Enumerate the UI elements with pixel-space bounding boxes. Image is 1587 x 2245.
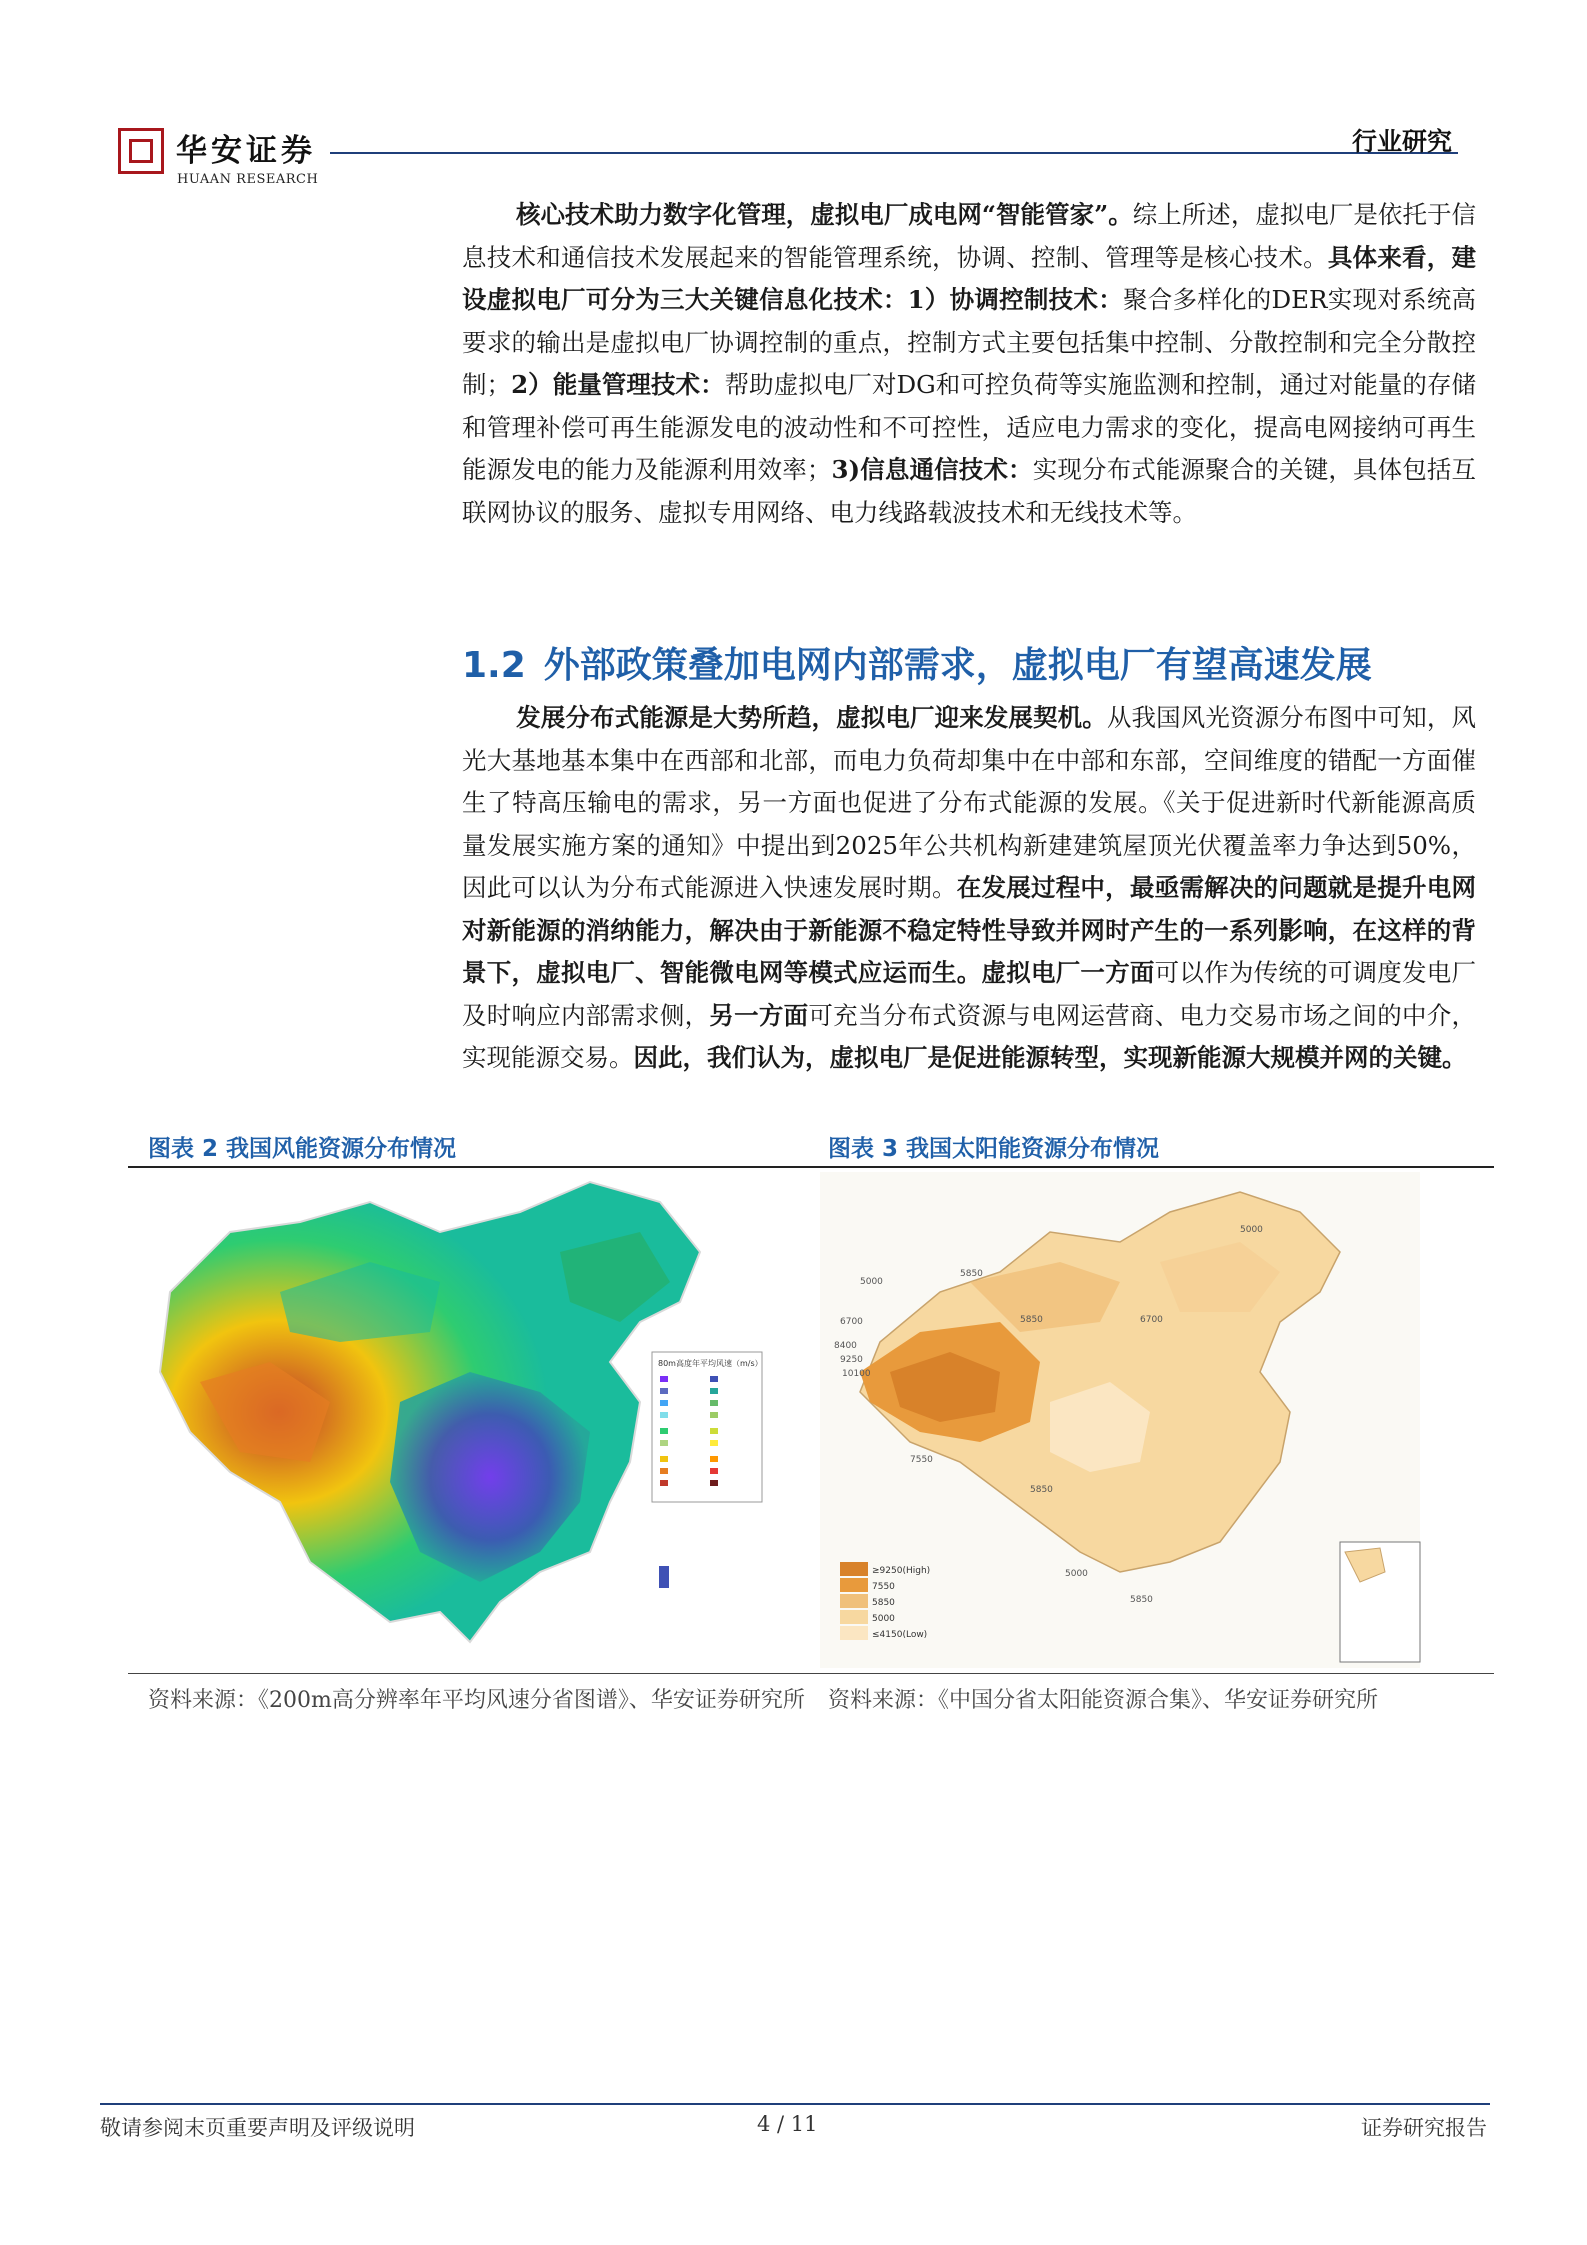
- section-number: 1.2: [462, 645, 526, 686]
- figure3-source: 资料来源：《中国分省太阳能资源合集》、华安证券研究所: [828, 1688, 1379, 1713]
- para1-lead: 核心技术助力数字化管理，虚拟电厂成电网“智能管家”。: [516, 200, 1133, 229]
- para2-text1: 从我国风光资源分布图中可知，风光大基地基本集中在西部和北部，而电力负荷却集中在中部和东部，空间维度的错配一方面催生了特高压输电的需求，另一方面也促进了分布式能源的发展。《关于促进新时代新能源高质量发展实施方案的通知》中提出到2025年公共机构新建建筑屋顶光伏覆盖率力争达到50%，因此可以认为分布式能源进入快速发展时期。: [462, 703, 1477, 902]
- wind-legend-title: 80m高度年平均风速（m/s）: [658, 1359, 763, 1368]
- wind-resource-map: [140, 1172, 800, 1668]
- section-title: 外部政策叠加电网内部需求，虚拟电厂有望高速发展: [543, 645, 1372, 686]
- contour-label: 5000: [1065, 1569, 1088, 1579]
- contour-label: 6700: [840, 1317, 863, 1327]
- contour-label: 5850: [1020, 1315, 1043, 1325]
- section-heading: [462, 637, 1372, 688]
- figure3-caption: 图表 3 我国太阳能资源分布情况: [828, 1136, 1160, 1162]
- figure2-caption: 图表 2 我国风能资源分布情况: [148, 1136, 457, 1162]
- contour-label: 5850: [1130, 1595, 1153, 1605]
- brand-name-en: HUAAN RESEARCH: [177, 172, 319, 187]
- wind-map-image: [140, 1172, 800, 1668]
- footer-divider: [100, 2103, 1490, 2105]
- figure2-source: 资料来源：《200m高分辨率年平均风速分省图谱》、华安证券研究所: [148, 1688, 805, 1713]
- contour-label: 10100: [842, 1369, 871, 1379]
- figure-top-rule: [128, 1166, 1494, 1168]
- contour-label: 6700: [1140, 1315, 1163, 1325]
- solar-legend-item: ≥9250(High): [872, 1566, 931, 1576]
- solar-map-image: [820, 1172, 1480, 1668]
- footer-report-type: 证券研究报告: [1361, 2116, 1487, 2140]
- header-divider: [330, 152, 1458, 154]
- para1-bold4: 3)信息通信技术：: [831, 455, 1033, 484]
- report-category: 行业研究: [1351, 127, 1452, 156]
- contour-label: 9250: [840, 1355, 863, 1365]
- contour-label: 5850: [1030, 1485, 1053, 1495]
- para2-bold2: 在发展过程中，最亟需解决的问题就是提升电网对新能源的消纳能力，解决由于新能源不稳定特性导致并网时产生的一系列影响，在这样的背景下，虚拟电厂、智能微电网等模式应运而生。虚拟电厂一方面: [462, 873, 1476, 987]
- para1-bold3: 2）能量管理技术：: [511, 370, 725, 399]
- page-number: 4 / 11: [757, 2112, 818, 2136]
- contour-label: 7550: [910, 1455, 933, 1465]
- para2-text3: 可充当分布式资源与电网运营商、电力交易市场之间的中介，实现能源交易。: [462, 1000, 1477, 1072]
- para2-bold3: 另一方面: [709, 1000, 809, 1030]
- para1-bold2: 具体来看，建设虚拟电厂可分为三大关键信息化技术：1）协调控制技术：: [462, 242, 1476, 314]
- para2-lead: 发展分布式能源是大势所趋，虚拟电厂迎来发展契机。: [516, 703, 1107, 732]
- contour-label: 5000: [1240, 1225, 1263, 1235]
- solar-legend-item: 5000: [872, 1614, 895, 1624]
- para2-bold4: 因此，我们认为，虚拟电厂是促进能源转型，实现新能源大规模并网的关键。: [633, 1043, 1467, 1072]
- para2-text2: 可以作为传统的可调度发电厂及时响应内部需求侧，: [462, 958, 1477, 1030]
- solar-legend-item: ≤4150(Low): [872, 1630, 928, 1640]
- para1-text4: 实现分布式能源聚合的关键，具体包括互联网协议的服务、虚拟专用网络、电力线路载波技术和无线技术等。: [462, 455, 1477, 527]
- solar-legend-item: 5850: [872, 1598, 895, 1608]
- para1-text1: 综上所述，虚拟电厂是依托于信息技术和通信技术发展起来的智能管理系统，协调、控制、管理等是核心技术。: [462, 200, 1476, 272]
- footer-disclaimer: 敬请参阅末页重要声明及评级说明: [100, 2116, 415, 2140]
- contour-label: 5000: [860, 1277, 883, 1287]
- brand-name-cn: 华安证券: [176, 133, 316, 169]
- contour-label: 5850: [960, 1269, 983, 1279]
- contour-label: 8400: [834, 1341, 857, 1351]
- brand-logo-icon: [118, 128, 164, 174]
- para1-text3: 帮助虚拟电厂对DG和可控负荷等实施监测和控制，通过对能量的存储和管理补偿可再生能源发电的波动性和不可控性，适应电力需求的变化，提高电网接纳可再生能源发电的能力及能源利用效率；: [462, 370, 1476, 484]
- paragraph-distributed-energy: [462, 697, 1476, 1080]
- figure-bottom-rule: [128, 1673, 1494, 1674]
- solar-resource-map: [820, 1172, 1480, 1668]
- paragraph-core-technology: [462, 194, 1476, 534]
- solar-legend-item: 7550: [872, 1582, 895, 1592]
- para1-text2: 聚合多样化的DER实现对系统高要求的输出是虚拟电厂协调控制的重点，控制方式主要包括集中控制、分散控制和完全分散控制；: [462, 285, 1476, 399]
